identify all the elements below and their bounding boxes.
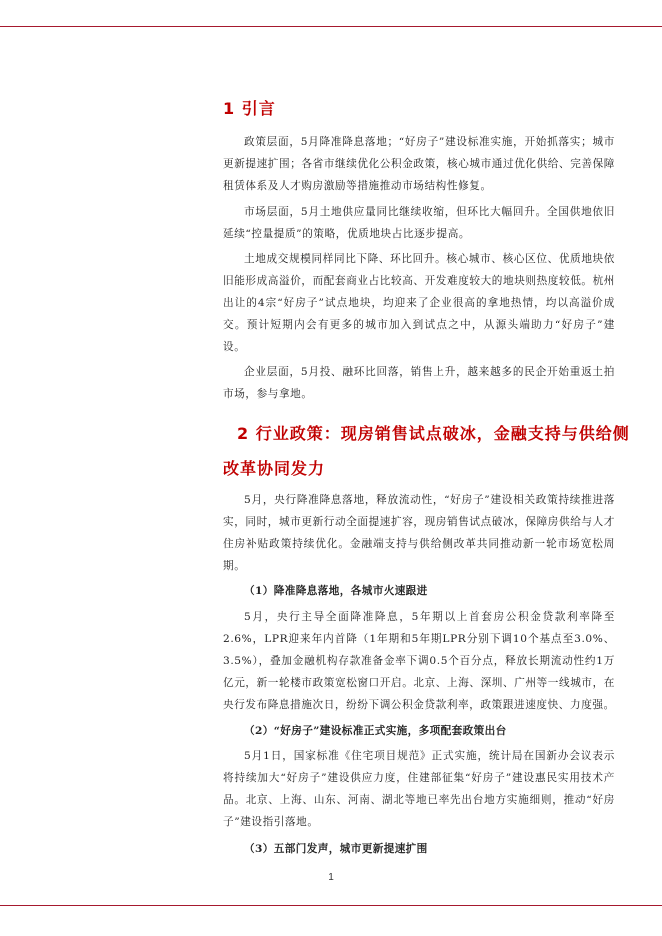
header-rule [0,26,662,27]
section-1-paragraph-enterprise: 企业层面，5月投、融环比回落，销售上升，越来越多的民企开始重返土拍市场，参与拿地。 [223,366,615,400]
section-2-heading-line-2: 改革协同发力 [223,459,326,478]
footer-rule [0,905,662,906]
section-1-heading: 1 引言 [223,99,276,118]
subsection-1-title: （1）降准降息落地，各城市火速跟进 [244,585,428,597]
subsection-2-title: （2）“好房子”建设标准正式实施，多项配套政策出台 [244,725,507,737]
subsection-2-paragraph: 5月1日，国家标准《住宅项目规范》正式实施，统计局在国新办会议表示将持续加大“好房子”建设供应力度，住建部征集“好房子”建设惠民实用技术产品。北京、上海、山东、河南、湖北等地已率先出台地方实施细则，推动“好房子”建设指引落地。 [223,750,615,828]
page-number: 1 [328,872,334,883]
section-2-intro-paragraph: 5月，央行降准降息落地，释放流动性，“好房子”建设相关政策持续推进落实，同时，城市更新行动全面提速扩容，现房销售试点破冰，保障房供给与人才住房补贴政策持续优化。金融端支持与供给侧改革共同推动新一轮市场宽松周期。 [223,494,615,572]
subsection-1-paragraph: 5月，央行主导全面降准降息，5年期以上首套房公积金贷款利率降至2.6%，LPR迎来年内首降（1年期和5年期LPR分别下调10个基点至3.0%、3.5%），叠加金融机构存款准备金率下调0.5个百分点，释放长期流动性约1万亿元，新一轮楼市政策宽松窗口开启。北京、上海、深圳、广州等一线城市，在央行发布降息措施次日，纷纷下调公积金贷款利率，政策跟进速度快、力度强。 [223,611,615,711]
subsection-3-title: （3）五部门发声，城市更新提速扩围 [244,843,428,855]
section-1-paragraph-policy: 政策层面，5月降准降息落地；“好房子”建设标准实施，开始抓落实；城市更新提速扩围；各省市继续优化公积金政策，核心城市通过优化供给、完善保障租赁体系及人才购房激励等措施推动市场结构性修复。 [223,136,615,192]
section-1-paragraph-market: 市场层面，5月土地供应量同比继续收缩，但环比大幅回升。全国供地依旧延续“控量提质”的策略，优质地块占比逐步提高。 [223,206,615,240]
section-1-paragraph-land: 土地成交规模同样同比下降、环比回升。核心城市、核心区位、优质地块依旧能形成高溢价，而配套商业占比较高、开发难度较大的地块则热度较低。杭州出让的4宗“好房子”试点地块，均迎来了企业很高的拿地热情，均以高溢价成交。预计短期内会有更多的城市加入到试点之中，从源头端助力“好房子”建设。 [223,253,615,353]
section-2-heading-line-1: 2 行业政策：现房销售试点破冰，金融支持与供给侧 [237,424,630,443]
